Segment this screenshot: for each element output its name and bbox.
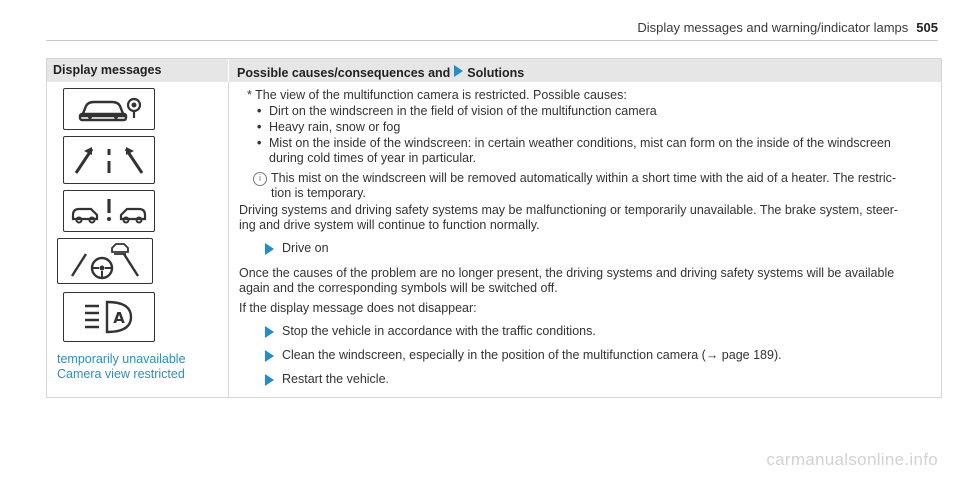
solution-arrow-icon xyxy=(454,65,463,77)
resolved-text: Once the causes of the problem are no longer present, the driving systems and driving safety systems will be available xyxy=(239,266,895,280)
label-camera-view-restricted: Camera view restricted xyxy=(57,367,185,381)
info-note-icon: i xyxy=(253,172,267,186)
impact-text: Driving systems and driving safety systems may be malfunctioning or temporarily unavailable. The brake system, steer- xyxy=(239,203,899,217)
if-persists-text: If the display message does not disappear: xyxy=(239,301,477,315)
col-header-causes-text: Possible causes/consequences and xyxy=(237,65,451,80)
lane-markings-icon xyxy=(63,136,155,184)
intro-text: * The view of the multifunction camera is restricted. Possible causes: xyxy=(247,88,627,102)
steering-assist-icon xyxy=(57,238,153,284)
icon-column xyxy=(47,82,229,397)
table-header xyxy=(47,59,941,82)
causes-column xyxy=(229,82,941,397)
step-arrow-icon xyxy=(265,350,274,362)
step-text: Stop the vehicle in accordance with the traffic conditions. xyxy=(282,324,596,338)
col-header-causes xyxy=(229,59,941,82)
label-temporarily-unavailable: temporarily unavailable xyxy=(57,352,186,366)
cause-item: • Mist on the inside of the windscreen: in certain weather conditions, mist can form on the inside of the windscreen xyxy=(269,136,891,151)
step-arrow-icon xyxy=(265,326,274,338)
step-text: Clean the windscreen, especially in the position of the multifunction camera (→ page 189). xyxy=(282,348,782,362)
step-arrow-icon xyxy=(265,243,274,255)
note-text: This mist on the windscreen will be removed automatically within a short time with the aid of a heater. The restric- xyxy=(271,171,897,185)
page-number: 505 xyxy=(916,20,938,35)
resolved-text-continued: again and the corresponding symbols will be switched off. xyxy=(239,281,558,295)
step-clean-windscreen xyxy=(265,348,782,363)
col-header-display-messages: Display messages xyxy=(47,59,229,82)
step-stop-vehicle xyxy=(265,324,596,339)
svg-text:A: A xyxy=(113,309,125,327)
headlamp-assist-icon xyxy=(63,292,155,342)
step-text: Restart the vehicle. xyxy=(282,372,389,386)
step-drive-on xyxy=(265,241,329,256)
watermark: carmanualsonline.info xyxy=(766,450,938,469)
header-rule xyxy=(46,40,938,41)
cause-item: • Dirt on the windscreen in the field of vision of the multifunction camera xyxy=(269,104,657,119)
step-restart-vehicle xyxy=(265,372,389,387)
step-arrow-icon xyxy=(265,374,274,386)
note-text-continued: tion is temporary. xyxy=(271,186,366,200)
car-camera-icon xyxy=(63,88,155,130)
running-header xyxy=(637,20,938,35)
step-text: Drive on xyxy=(282,241,329,255)
cause-item-continued: during cold times of year in particular. xyxy=(269,151,477,165)
cause-item: • Heavy rain, snow or fog xyxy=(269,120,400,135)
col-header-solutions-text: Solutions xyxy=(467,65,525,80)
distance-warning-icon xyxy=(63,190,155,232)
impact-text-continued: ing and drive system will continue to function normally. xyxy=(239,218,540,232)
display-messages-table xyxy=(46,58,942,398)
section-title: Display messages and warning/indicator lamps xyxy=(637,20,909,35)
